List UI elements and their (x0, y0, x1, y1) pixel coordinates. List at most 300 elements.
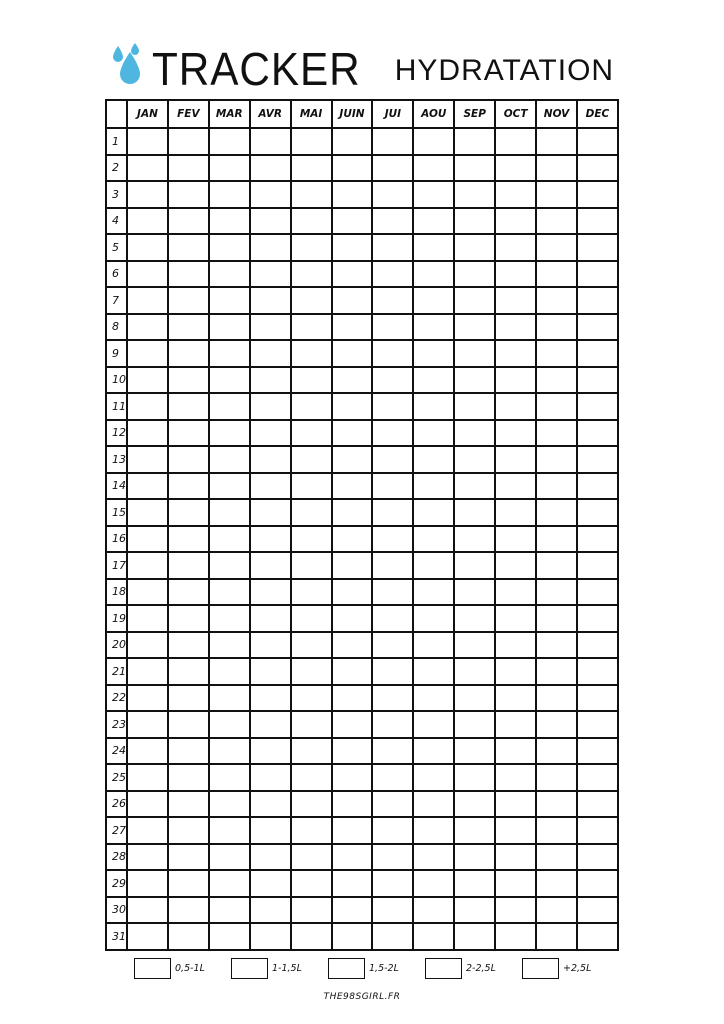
tracking-cell[interactable] (127, 870, 168, 897)
tracking-cell[interactable] (577, 605, 618, 632)
tracking-cell[interactable] (413, 579, 454, 606)
tracking-cell[interactable] (291, 817, 332, 844)
tracking-cell[interactable] (209, 287, 250, 314)
tracking-cell[interactable] (209, 844, 250, 871)
tracking-cell[interactable] (332, 870, 373, 897)
tracking-cell[interactable] (454, 764, 495, 791)
tracking-cell[interactable] (536, 261, 577, 288)
tracking-cell[interactable] (250, 552, 291, 579)
tracking-cell[interactable] (454, 393, 495, 420)
tracking-cell[interactable] (413, 897, 454, 924)
tracking-cell[interactable] (495, 764, 536, 791)
tracking-cell[interactable] (577, 579, 618, 606)
tracking-cell[interactable] (454, 446, 495, 473)
tracking-cell[interactable] (536, 393, 577, 420)
tracking-cell[interactable] (250, 128, 291, 155)
tracking-cell[interactable] (372, 181, 413, 208)
tracking-cell[interactable] (332, 420, 373, 447)
tracking-cell[interactable] (250, 685, 291, 712)
tracking-cell[interactable] (577, 764, 618, 791)
tracking-cell[interactable] (536, 844, 577, 871)
tracking-cell[interactable] (413, 499, 454, 526)
tracking-cell[interactable] (291, 897, 332, 924)
tracking-cell[interactable] (127, 181, 168, 208)
tracking-cell[interactable] (168, 632, 209, 659)
tracking-cell[interactable] (332, 340, 373, 367)
tracking-cell[interactable] (209, 155, 250, 182)
tracking-cell[interactable] (577, 261, 618, 288)
tracking-cell[interactable] (577, 738, 618, 765)
tracking-cell[interactable] (495, 499, 536, 526)
tracking-cell[interactable] (250, 473, 291, 500)
tracking-cell[interactable] (372, 208, 413, 235)
tracking-cell[interactable] (536, 526, 577, 553)
tracking-cell[interactable] (168, 261, 209, 288)
tracking-cell[interactable] (127, 526, 168, 553)
tracking-cell[interactable] (454, 658, 495, 685)
tracking-cell[interactable] (291, 552, 332, 579)
tracking-cell[interactable] (413, 685, 454, 712)
tracking-cell[interactable] (495, 844, 536, 871)
tracking-cell[interactable] (372, 685, 413, 712)
tracking-cell[interactable] (536, 128, 577, 155)
tracking-cell[interactable] (372, 632, 413, 659)
tracking-cell[interactable] (372, 340, 413, 367)
tracking-cell[interactable] (127, 764, 168, 791)
tracking-cell[interactable] (291, 340, 332, 367)
tracking-cell[interactable] (332, 579, 373, 606)
tracking-cell[interactable] (577, 208, 618, 235)
tracking-cell[interactable] (250, 817, 291, 844)
tracking-cell[interactable] (536, 208, 577, 235)
tracking-cell[interactable] (250, 897, 291, 924)
tracking-cell[interactable] (372, 870, 413, 897)
tracking-cell[interactable] (495, 605, 536, 632)
tracking-cell[interactable] (250, 181, 291, 208)
tracking-cell[interactable] (127, 314, 168, 341)
tracking-cell[interactable] (495, 181, 536, 208)
tracking-cell[interactable] (372, 526, 413, 553)
tracking-cell[interactable] (209, 791, 250, 818)
tracking-cell[interactable] (291, 870, 332, 897)
tracking-cell[interactable] (372, 579, 413, 606)
tracking-cell[interactable] (332, 128, 373, 155)
tracking-cell[interactable] (127, 605, 168, 632)
tracking-cell[interactable] (168, 658, 209, 685)
tracking-cell[interactable] (372, 764, 413, 791)
tracking-cell[interactable] (168, 552, 209, 579)
tracking-cell[interactable] (495, 393, 536, 420)
tracking-cell[interactable] (168, 844, 209, 871)
tracking-cell[interactable] (291, 128, 332, 155)
tracking-cell[interactable] (495, 367, 536, 394)
tracking-cell[interactable] (536, 314, 577, 341)
tracking-cell[interactable] (372, 234, 413, 261)
tracking-cell[interactable] (577, 844, 618, 871)
tracking-cell[interactable] (291, 446, 332, 473)
tracking-cell[interactable] (332, 658, 373, 685)
tracking-cell[interactable] (250, 764, 291, 791)
tracking-cell[interactable] (291, 314, 332, 341)
tracking-cell[interactable] (332, 208, 373, 235)
tracking-cell[interactable] (291, 367, 332, 394)
tracking-cell[interactable] (454, 234, 495, 261)
tracking-cell[interactable] (372, 155, 413, 182)
tracking-cell[interactable] (413, 234, 454, 261)
tracking-cell[interactable] (250, 261, 291, 288)
tracking-cell[interactable] (372, 473, 413, 500)
tracking-cell[interactable] (332, 552, 373, 579)
tracking-cell[interactable] (413, 393, 454, 420)
tracking-cell[interactable] (577, 181, 618, 208)
tracking-cell[interactable] (127, 711, 168, 738)
tracking-cell[interactable] (372, 923, 413, 950)
tracking-cell[interactable] (127, 393, 168, 420)
tracking-cell[interactable] (454, 738, 495, 765)
tracking-cell[interactable] (291, 844, 332, 871)
tracking-cell[interactable] (495, 685, 536, 712)
tracking-cell[interactable] (413, 844, 454, 871)
tracking-cell[interactable] (209, 923, 250, 950)
tracking-cell[interactable] (209, 579, 250, 606)
tracking-cell[interactable] (332, 181, 373, 208)
tracking-cell[interactable] (127, 844, 168, 871)
tracking-cell[interactable] (127, 685, 168, 712)
tracking-cell[interactable] (332, 605, 373, 632)
tracking-cell[interactable] (291, 393, 332, 420)
tracking-cell[interactable] (250, 632, 291, 659)
tracking-cell[interactable] (250, 499, 291, 526)
tracking-cell[interactable] (168, 234, 209, 261)
tracking-cell[interactable] (495, 314, 536, 341)
tracking-cell[interactable] (536, 579, 577, 606)
tracking-cell[interactable] (454, 605, 495, 632)
tracking-cell[interactable] (577, 287, 618, 314)
tracking-cell[interactable] (209, 234, 250, 261)
tracking-cell[interactable] (332, 261, 373, 288)
tracking-cell[interactable] (495, 923, 536, 950)
tracking-cell[interactable] (291, 234, 332, 261)
tracking-cell[interactable] (209, 738, 250, 765)
tracking-cell[interactable] (536, 658, 577, 685)
tracking-cell[interactable] (250, 791, 291, 818)
tracking-cell[interactable] (250, 711, 291, 738)
tracking-cell[interactable] (291, 632, 332, 659)
tracking-cell[interactable] (413, 632, 454, 659)
tracking-cell[interactable] (209, 499, 250, 526)
tracking-cell[interactable] (495, 791, 536, 818)
tracking-cell[interactable] (250, 420, 291, 447)
tracking-cell[interactable] (209, 817, 250, 844)
tracking-cell[interactable] (577, 128, 618, 155)
tracking-cell[interactable] (168, 420, 209, 447)
tracking-cell[interactable] (250, 526, 291, 553)
tracking-cell[interactable] (495, 526, 536, 553)
tracking-cell[interactable] (250, 738, 291, 765)
tracking-cell[interactable] (454, 791, 495, 818)
tracking-cell[interactable] (372, 393, 413, 420)
tracking-cell[interactable] (536, 897, 577, 924)
tracking-cell[interactable] (413, 738, 454, 765)
tracking-cell[interactable] (454, 181, 495, 208)
tracking-cell[interactable] (536, 287, 577, 314)
tracking-cell[interactable] (372, 499, 413, 526)
tracking-cell[interactable] (291, 685, 332, 712)
tracking-cell[interactable] (413, 287, 454, 314)
tracking-cell[interactable] (127, 420, 168, 447)
tracking-cell[interactable] (454, 499, 495, 526)
tracking-cell[interactable] (577, 685, 618, 712)
tracking-cell[interactable] (495, 870, 536, 897)
tracking-cell[interactable] (372, 844, 413, 871)
tracking-cell[interactable] (250, 340, 291, 367)
tracking-cell[interactable] (291, 261, 332, 288)
tracking-cell[interactable] (168, 367, 209, 394)
tracking-cell[interactable] (127, 234, 168, 261)
legend-color-box[interactable] (425, 958, 462, 979)
tracking-cell[interactable] (495, 340, 536, 367)
tracking-cell[interactable] (127, 340, 168, 367)
tracking-cell[interactable] (209, 367, 250, 394)
tracking-cell[interactable] (168, 314, 209, 341)
tracking-cell[interactable] (250, 658, 291, 685)
tracking-cell[interactable] (250, 155, 291, 182)
tracking-cell[interactable] (127, 367, 168, 394)
tracking-cell[interactable] (332, 685, 373, 712)
tracking-cell[interactable] (454, 367, 495, 394)
tracking-cell[interactable] (250, 208, 291, 235)
tracking-cell[interactable] (413, 764, 454, 791)
tracking-cell[interactable] (250, 287, 291, 314)
tracking-cell[interactable] (372, 791, 413, 818)
tracking-cell[interactable] (250, 234, 291, 261)
legend-color-box[interactable] (328, 958, 365, 979)
tracking-cell[interactable] (577, 499, 618, 526)
tracking-cell[interactable] (536, 155, 577, 182)
tracking-cell[interactable] (577, 420, 618, 447)
tracking-cell[interactable] (495, 208, 536, 235)
tracking-cell[interactable] (536, 605, 577, 632)
tracking-cell[interactable] (413, 155, 454, 182)
tracking-cell[interactable] (495, 632, 536, 659)
tracking-cell[interactable] (127, 208, 168, 235)
tracking-cell[interactable] (332, 526, 373, 553)
tracking-cell[interactable] (332, 844, 373, 871)
tracking-cell[interactable] (209, 208, 250, 235)
tracking-cell[interactable] (168, 897, 209, 924)
tracking-cell[interactable] (250, 393, 291, 420)
tracking-cell[interactable] (495, 711, 536, 738)
tracking-cell[interactable] (127, 128, 168, 155)
tracking-cell[interactable] (454, 817, 495, 844)
tracking-cell[interactable] (536, 791, 577, 818)
tracking-cell[interactable] (127, 738, 168, 765)
tracking-cell[interactable] (168, 764, 209, 791)
tracking-cell[interactable] (168, 208, 209, 235)
tracking-cell[interactable] (209, 632, 250, 659)
tracking-cell[interactable] (250, 446, 291, 473)
tracking-cell[interactable] (209, 526, 250, 553)
tracking-cell[interactable] (127, 287, 168, 314)
tracking-cell[interactable] (250, 579, 291, 606)
tracking-cell[interactable] (495, 446, 536, 473)
tracking-cell[interactable] (168, 155, 209, 182)
tracking-cell[interactable] (577, 791, 618, 818)
tracking-cell[interactable] (168, 817, 209, 844)
tracking-cell[interactable] (168, 340, 209, 367)
tracking-cell[interactable] (536, 685, 577, 712)
tracking-cell[interactable] (209, 870, 250, 897)
tracking-cell[interactable] (332, 499, 373, 526)
tracking-cell[interactable] (536, 817, 577, 844)
tracking-cell[interactable] (332, 738, 373, 765)
tracking-cell[interactable] (127, 552, 168, 579)
tracking-cell[interactable] (372, 287, 413, 314)
tracking-cell[interactable] (332, 791, 373, 818)
tracking-cell[interactable] (495, 261, 536, 288)
tracking-cell[interactable] (168, 287, 209, 314)
tracking-cell[interactable] (413, 208, 454, 235)
tracking-cell[interactable] (495, 738, 536, 765)
tracking-cell[interactable] (168, 791, 209, 818)
tracking-cell[interactable] (413, 128, 454, 155)
tracking-cell[interactable] (127, 261, 168, 288)
tracking-cell[interactable] (127, 499, 168, 526)
tracking-cell[interactable] (495, 579, 536, 606)
tracking-cell[interactable] (291, 287, 332, 314)
tracking-cell[interactable] (250, 314, 291, 341)
tracking-cell[interactable] (291, 473, 332, 500)
tracking-cell[interactable] (372, 738, 413, 765)
tracking-cell[interactable] (209, 393, 250, 420)
tracking-cell[interactable] (372, 552, 413, 579)
tracking-cell[interactable] (536, 632, 577, 659)
tracking-cell[interactable] (332, 473, 373, 500)
tracking-cell[interactable] (413, 420, 454, 447)
tracking-cell[interactable] (332, 446, 373, 473)
tracking-cell[interactable] (536, 473, 577, 500)
tracking-cell[interactable] (577, 658, 618, 685)
tracking-cell[interactable] (372, 446, 413, 473)
tracking-cell[interactable] (209, 420, 250, 447)
tracking-cell[interactable] (332, 155, 373, 182)
tracking-cell[interactable] (413, 791, 454, 818)
tracking-cell[interactable] (372, 658, 413, 685)
tracking-cell[interactable] (291, 923, 332, 950)
tracking-cell[interactable] (454, 923, 495, 950)
tracking-cell[interactable] (291, 764, 332, 791)
tracking-cell[interactable] (454, 128, 495, 155)
tracking-cell[interactable] (209, 128, 250, 155)
tracking-cell[interactable] (413, 711, 454, 738)
tracking-cell[interactable] (291, 499, 332, 526)
tracking-cell[interactable] (209, 340, 250, 367)
tracking-cell[interactable] (495, 234, 536, 261)
tracking-cell[interactable] (209, 605, 250, 632)
tracking-cell[interactable] (168, 473, 209, 500)
tracking-cell[interactable] (168, 870, 209, 897)
tracking-cell[interactable] (577, 817, 618, 844)
tracking-cell[interactable] (536, 738, 577, 765)
tracking-cell[interactable] (372, 605, 413, 632)
tracking-cell[interactable] (577, 923, 618, 950)
tracking-cell[interactable] (577, 367, 618, 394)
tracking-cell[interactable] (127, 897, 168, 924)
tracking-cell[interactable] (536, 499, 577, 526)
tracking-cell[interactable] (168, 181, 209, 208)
tracking-cell[interactable] (536, 340, 577, 367)
legend-color-box[interactable] (231, 958, 268, 979)
tracking-cell[interactable] (536, 711, 577, 738)
tracking-cell[interactable] (332, 923, 373, 950)
tracking-cell[interactable] (413, 923, 454, 950)
tracking-cell[interactable] (127, 791, 168, 818)
tracking-cell[interactable] (209, 711, 250, 738)
tracking-cell[interactable] (168, 685, 209, 712)
tracking-cell[interactable] (127, 658, 168, 685)
tracking-cell[interactable] (413, 181, 454, 208)
tracking-cell[interactable] (454, 261, 495, 288)
tracking-cell[interactable] (413, 367, 454, 394)
tracking-cell[interactable] (332, 764, 373, 791)
tracking-cell[interactable] (372, 261, 413, 288)
tracking-cell[interactable] (209, 658, 250, 685)
tracking-cell[interactable] (454, 526, 495, 553)
tracking-cell[interactable] (291, 658, 332, 685)
tracking-cell[interactable] (536, 234, 577, 261)
tracking-cell[interactable] (168, 128, 209, 155)
tracking-cell[interactable] (291, 738, 332, 765)
tracking-cell[interactable] (168, 923, 209, 950)
tracking-cell[interactable] (577, 897, 618, 924)
tracking-cell[interactable] (127, 446, 168, 473)
tracking-cell[interactable] (454, 579, 495, 606)
tracking-cell[interactable] (577, 393, 618, 420)
tracking-cell[interactable] (454, 420, 495, 447)
tracking-cell[interactable] (495, 420, 536, 447)
tracking-cell[interactable] (536, 446, 577, 473)
tracking-cell[interactable] (127, 923, 168, 950)
tracking-cell[interactable] (291, 526, 332, 553)
legend-color-box[interactable] (522, 958, 559, 979)
tracking-cell[interactable] (209, 181, 250, 208)
tracking-cell[interactable] (291, 605, 332, 632)
tracking-cell[interactable] (577, 155, 618, 182)
tracking-cell[interactable] (577, 632, 618, 659)
tracking-cell[interactable] (536, 870, 577, 897)
tracking-cell[interactable] (454, 897, 495, 924)
tracking-cell[interactable] (536, 181, 577, 208)
tracking-cell[interactable] (413, 817, 454, 844)
tracking-cell[interactable] (454, 685, 495, 712)
tracking-cell[interactable] (495, 658, 536, 685)
tracking-cell[interactable] (577, 552, 618, 579)
tracking-cell[interactable] (413, 526, 454, 553)
tracking-cell[interactable] (536, 923, 577, 950)
tracking-cell[interactable] (332, 234, 373, 261)
tracking-cell[interactable] (209, 446, 250, 473)
tracking-cell[interactable] (209, 685, 250, 712)
tracking-cell[interactable] (372, 897, 413, 924)
tracking-cell[interactable] (372, 420, 413, 447)
tracking-cell[interactable] (454, 208, 495, 235)
tracking-cell[interactable] (413, 446, 454, 473)
tracking-cell[interactable] (332, 314, 373, 341)
tracking-cell[interactable] (332, 367, 373, 394)
tracking-cell[interactable] (250, 844, 291, 871)
tracking-cell[interactable] (495, 155, 536, 182)
tracking-cell[interactable] (454, 340, 495, 367)
